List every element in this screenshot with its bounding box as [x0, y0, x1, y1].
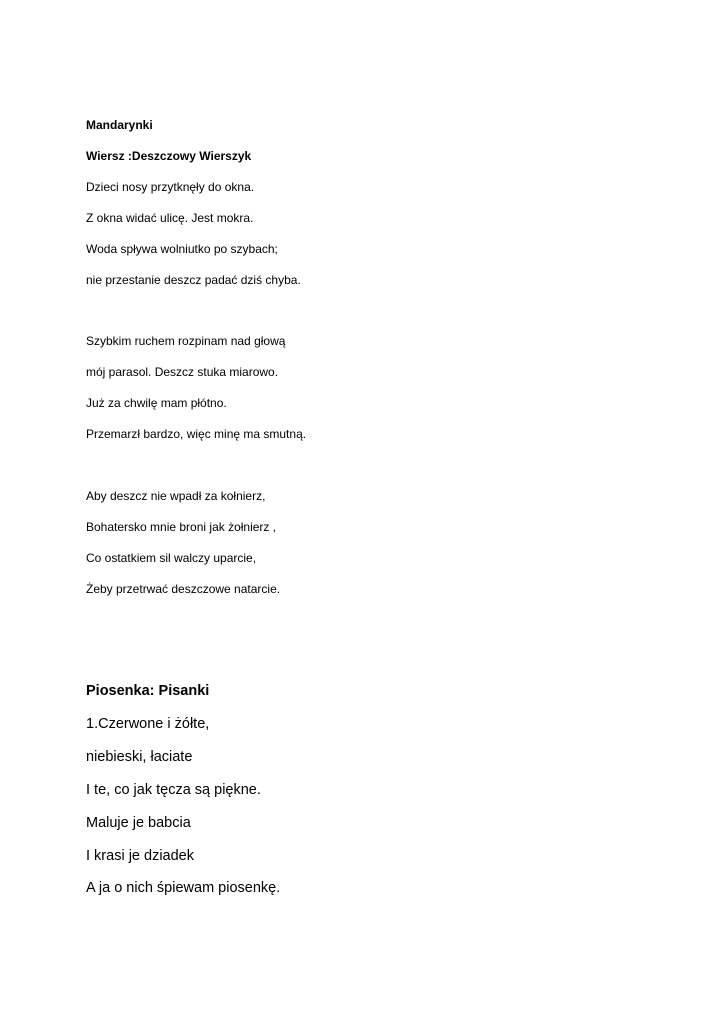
song-line: Maluje je babcia — [86, 815, 191, 831]
poem-line: Z okna widać ulicę. Jest mokra. — [86, 211, 254, 225]
poem-line: Przemarzł bardzo, więc minę ma smutną. — [86, 427, 307, 441]
poem-line: mój parasol. Deszcz stuka miarowo. — [86, 365, 279, 379]
song-line: A ja o nich śpiewam piosenkę. — [86, 880, 281, 896]
poem-line: Aby deszcz nie wpadł za kołnierz, — [86, 489, 266, 503]
song-line: I krasi je dziadek — [86, 848, 194, 864]
song-line: 1.Czerwone i żółte, — [86, 716, 210, 732]
song-line: niebieski, łaciate — [86, 749, 193, 765]
poem-line: nie przestanie deszcz padać dziś chyba. — [86, 273, 301, 287]
poem-line: Już za chwilę mam płótno. — [86, 396, 227, 410]
poem-title: Wiersz :Deszczowy Wierszyk — [86, 149, 252, 163]
poem-line: Żeby przetrwać deszczowe natarcie. — [86, 582, 281, 596]
poem-line: Dzieci nosy przytknęły do okna. — [86, 180, 255, 194]
poem-line: Woda spływa wolniutko po szybach; — [86, 242, 278, 256]
poem-line: Bohatersko mnie broni jak żołnierz , — [86, 520, 277, 534]
song-title: Piosenka: Pisanki — [86, 683, 210, 699]
section-heading: Mandarynki — [86, 118, 153, 132]
poem-line: Szybkim ruchem rozpinam nad głową — [86, 334, 286, 348]
song-line: I te, co jak tęcza są piękne. — [86, 782, 261, 798]
poem-line: Co ostatkiem sil walczy uparcie, — [86, 551, 257, 565]
